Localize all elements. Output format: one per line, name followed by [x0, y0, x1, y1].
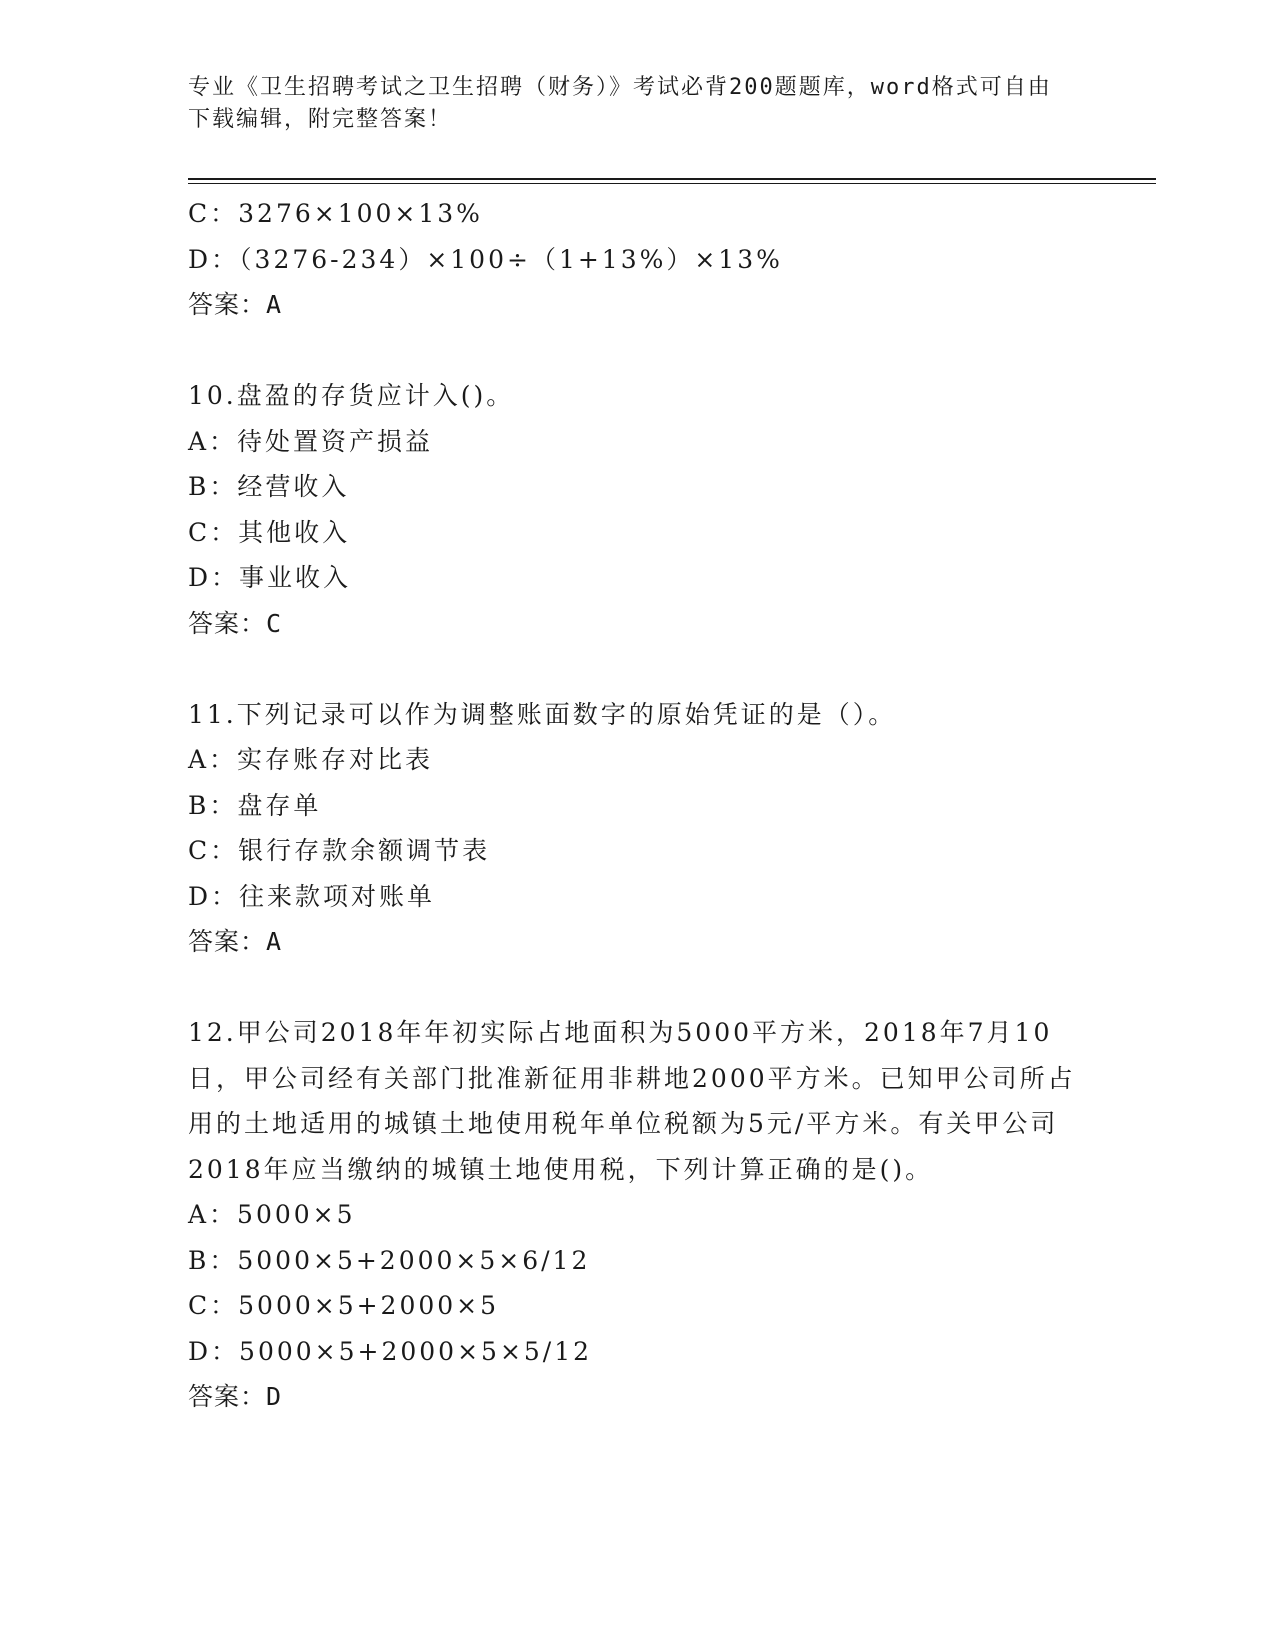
- spacer: [188, 965, 1078, 1011]
- option-b: B：经营收入: [188, 472, 350, 501]
- question-stem: 12.甲公司2018年年初实际占地面积为5000平方米，2018年7月10日，甲公司经有关部门批准新征用非耕地2000平方米。已知甲公司所占用的土地适用的城镇土地使用税年单位税额为5元/平方米。有关甲公司2018年应当缴纳的城镇土地使用税，下列计算正确的是()。: [188, 1018, 1076, 1184]
- option-a: A：待处置资产损益: [188, 426, 434, 456]
- option-c: C：银行存款余额调节表: [188, 836, 491, 865]
- option-a: A：5000×5: [188, 1200, 356, 1229]
- option-d: D：5000×5+2000×5×5/12: [188, 1336, 593, 1366]
- question-12: [188, 1010, 1078, 1420]
- answer-line: 答案：A: [188, 927, 283, 956]
- question-10: [188, 373, 1078, 646]
- option-c: C：5000×5+2000×5: [188, 1291, 500, 1320]
- option-d: D：（3276-234）×100÷（1+13%）×13%: [188, 244, 783, 274]
- header-divider-thin: [188, 183, 1156, 184]
- option-c: C：其他收入: [188, 517, 351, 547]
- answer-line: 答案：C: [188, 608, 283, 638]
- spacer: [188, 646, 1078, 692]
- answer-line: 答案：A: [188, 290, 283, 319]
- question-stem: 11.下列记录可以作为调整账面数字的原始凭证的是（）。: [188, 699, 897, 729]
- option-b: B：盘存单: [188, 790, 322, 820]
- document-body: [188, 191, 1078, 1420]
- spacer: [188, 328, 1078, 374]
- question-stem: 10.盘盈的存货应计入()。: [188, 381, 515, 410]
- carryover-question: [188, 191, 1078, 328]
- option-d: D：事业收入: [188, 563, 352, 592]
- option-d: D：往来款项对账单: [188, 881, 436, 911]
- header-divider-thick: [188, 178, 1156, 180]
- question-11: [188, 692, 1078, 965]
- option-a: A：实存账存对比表: [188, 745, 434, 774]
- option-b: B：5000×5+2000×5×6/12: [188, 1245, 591, 1275]
- document-header: 专业《卫生招聘考试之卫生招聘（财务）》考试必背200题题库，word格式可自由下载编辑，附完整答案！: [188, 75, 1052, 132]
- option-c: C：3276×100×13%: [188, 199, 483, 228]
- answer-line: 答案：D: [188, 1382, 283, 1411]
